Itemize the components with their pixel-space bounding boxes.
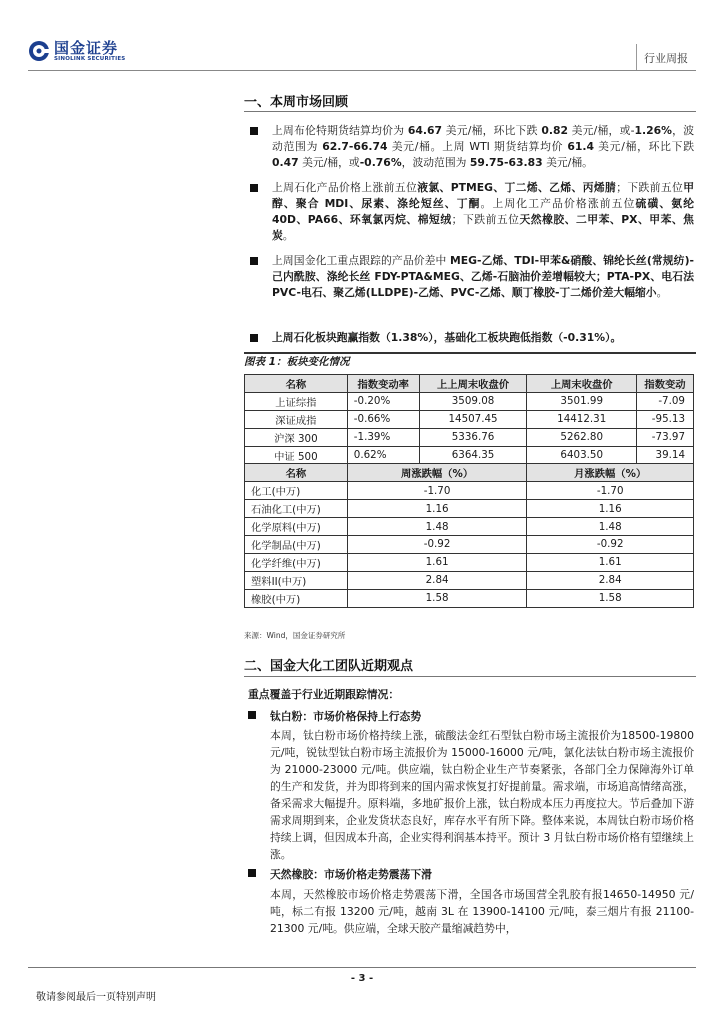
logo-en-text: SINOLINK SECURITIES: [54, 56, 126, 62]
section2-sub-heading: 重点覆盖于行业近期跟踪情况：: [248, 688, 400, 701]
table-row: [245, 589, 694, 607]
sector-name-cell: 化学制品(中万): [245, 536, 348, 554]
header-rule: [28, 70, 696, 71]
section2-rule: [244, 676, 696, 677]
monthly-change-cell: 2.84: [527, 571, 694, 589]
prev-close-cell: 14507.45: [419, 410, 527, 428]
index-change-cell: -73.97: [637, 428, 694, 446]
table-row: [245, 536, 694, 554]
index-change-cell: 39.14: [637, 446, 694, 464]
monthly-change-cell: -0.92: [527, 536, 694, 554]
sector-name-cell: 石油化工(中万): [245, 500, 348, 518]
footer-disclaimer: 敬请参阅最后一页特别声明: [36, 992, 156, 1003]
sector-change-table: [244, 374, 694, 608]
table-row: [245, 392, 694, 410]
sector-name-cell: 化学原料(中万): [245, 518, 348, 536]
weekly-change-cell: 1.61: [347, 553, 527, 571]
page-number: - 3 -: [350, 973, 374, 984]
topic-label: 天然橡胶：市场价格走势震荡下滑: [270, 868, 432, 881]
index-name-cell: 深证成指: [245, 410, 348, 428]
bullet-text: 上周布伦特期货结算均价为 64.67 美元/桶，环比下跌 0.82 美元/桶，或-1.26%，波动范围为 62.7-66.74 美元/桶。上周 WTI 期货结算均价 61.4 美元/桶，环比下跌 0.47 美元/桶，或-0.76%，波动范围为 59.75-63.83 美元/桶。: [272, 124, 694, 169]
topic-label: 钛白粉：市场价格保持上行态势: [270, 710, 422, 723]
change-rate-cell: 0.62%: [347, 446, 419, 464]
footer-rule: [28, 967, 696, 968]
last-close-cell: 14412.31: [527, 410, 637, 428]
topic-titanium-dioxide: [248, 709, 421, 724]
sector-name-cell: 化学纤维(中万): [245, 553, 348, 571]
index-name-cell: 上证综指: [245, 392, 348, 410]
paragraph-natural-rubber: 本周，天然橡胶市场价格走势震荡下滑，全国各市场国营全乳胶有报14650-14950 元/吨，标二有报 13200 元/吨，越南 3L 在 13900-14100 元/吨，泰三烟片有报 21100-21300 元/吨。供应端，全球天胶产量缩减趋势中，: [270, 888, 694, 935]
weekly-change-cell: 1.48: [347, 518, 527, 536]
table-header-cell: 名称: [245, 375, 348, 393]
bullet-square-icon: [248, 711, 256, 719]
table-row: [245, 518, 694, 536]
prev-close-cell: 3509.08: [419, 392, 527, 410]
weekly-change-cell: 2.84: [347, 571, 527, 589]
topic-natural-rubber: [248, 867, 432, 882]
bullet-sector-summary: [248, 330, 694, 346]
bullet-square-icon: [250, 127, 258, 135]
table-header-cell: 上上周末收盘价: [419, 375, 527, 393]
report-type: 行业周报: [644, 52, 688, 65]
monthly-change-cell: 1.48: [527, 518, 694, 536]
bullet-square-icon: [250, 257, 258, 265]
prev-close-cell: 6364.35: [419, 446, 527, 464]
monthly-change-cell: 1.61: [527, 553, 694, 571]
weekly-change-cell: 1.16: [347, 500, 527, 518]
table-header-cell: 周涨跌幅（%）: [347, 464, 527, 482]
sector-name-cell: 塑料II(中万): [245, 571, 348, 589]
table-header-cell: 指数变动: [637, 375, 694, 393]
change-rate-cell: -0.66%: [347, 410, 419, 428]
last-close-cell: 5262.80: [527, 428, 637, 446]
logo-cn-text: 国金证券: [54, 39, 119, 57]
weekly-change-cell: -0.92: [347, 536, 527, 554]
sector-name-cell: 橡胶(中万): [245, 589, 348, 607]
table-row: [245, 553, 694, 571]
logo-mark-icon: [28, 40, 50, 62]
bullet-square-icon: [250, 334, 258, 342]
section1-rule: [244, 111, 696, 112]
table-header-cell: 名称: [245, 464, 348, 482]
table-header-row: [245, 464, 694, 482]
monthly-change-cell: 1.16: [527, 500, 694, 518]
table-row: [245, 428, 694, 446]
change-rate-cell: -0.20%: [347, 392, 419, 410]
figure1-source: 来源：Wind，国金证券研究所: [244, 631, 346, 640]
bullet-square-icon: [250, 184, 258, 192]
table-row: [245, 446, 694, 464]
index-change-cell: -95.13: [637, 410, 694, 428]
figure1-title: 图表 1：板块变化情况: [244, 356, 350, 368]
last-close-cell: 6403.50: [527, 446, 637, 464]
bullet-product-prices: [248, 180, 694, 244]
table-row: [245, 571, 694, 589]
index-change-cell: -7.09: [637, 392, 694, 410]
company-logo: [28, 40, 125, 62]
bullet-spreads: [248, 253, 694, 301]
prev-close-cell: 5336.76: [419, 428, 527, 446]
table-row: [245, 410, 694, 428]
weekly-change-cell: 1.58: [347, 589, 527, 607]
bullet-text: 上周石化板块跑赢指数（1.38%），基础化工板块跑低指数（-0.31%）。: [272, 331, 622, 344]
change-rate-cell: -1.39%: [347, 428, 419, 446]
section1-bullets: [248, 123, 694, 310]
table-header-cell: 月涨跌幅（%）: [527, 464, 694, 482]
section1-title: 一、本周市场回顾: [244, 95, 349, 110]
table-header-cell: 上周末收盘价: [527, 375, 637, 393]
bullet-oil-price: [248, 123, 694, 171]
monthly-change-cell: 1.58: [527, 589, 694, 607]
index-name-cell: 中证 500: [245, 446, 348, 464]
weekly-change-cell: -1.70: [347, 482, 527, 500]
last-close-cell: 3501.99: [527, 392, 637, 410]
section2-title: 二、国金大化工团队近期观点: [244, 659, 414, 674]
bullet-text: 上周国金化工重点跟踪的产品价差中 MEG-乙烯、TDI-甲苯&硝酸、锦纶长丝(常规纺)-己内酰胺、涤纶长丝 FDY-PTA&MEG、乙烯-石脑油价差增幅较大；PTA-PX、电石法 PVC-电石、聚乙烯(LLDPE)-乙烯、PVC-乙烯、顺丁橡胶-丁二烯价差大幅缩小。: [272, 254, 694, 299]
index-name-cell: 沪深 300: [245, 428, 348, 446]
sector-name-cell: 化工(中万): [245, 482, 348, 500]
bullet-text: 上周石化产品价格上涨前五位液氯、PTMEG、丁二烯、乙烯、丙烯腈；下跌前五位甲醇、聚合 MDI、尿素、涤纶短丝、丁酮。上周化工产品价格涨前五位硫磺、氨纶 40D、PA66、环氧氯丙烷、棉短绒；下跌前五位天然橡胶、二甲苯、PX、甲苯、焦炭。: [272, 181, 695, 242]
paragraph-titanium-dioxide: 本周，钛白粉市场价格持续上涨，硫酸法金红石型钛白粉市场主流报价为18500-19800 元/吨，锐钛型钛白粉市场主流报价为 15000-16000 元/吨，氯化法钛白粉市场主流报价为 21000-23000 元/吨。供应端，钛白粉企业生产节奏紧张，各部门全力保障海外订单的生产和发货，并为即将到来的国内需求恢复打好提前量。需求端，市场追高情绪高涨，备采需求大幅提升。原料端，多地矿报价上涨，钛白粉成本压力再度拉大。节后叠加下游需求周期到来，企业发货状态良好，库存水平有所下降。整体来说，本周钛白粉市场价格持续上调，但因成本升高，企业实得利润基本持平。预计 3 月钛白粉市场价格有望继续上涨。: [270, 729, 695, 861]
header-divider: [636, 44, 637, 70]
table-row: [245, 482, 694, 500]
table-header-row: [245, 375, 694, 393]
bullet-square-icon: [248, 869, 256, 877]
monthly-change-cell: -1.70: [527, 482, 694, 500]
table-header-cell: 指数变动率: [347, 375, 419, 393]
table-row: [245, 500, 694, 518]
